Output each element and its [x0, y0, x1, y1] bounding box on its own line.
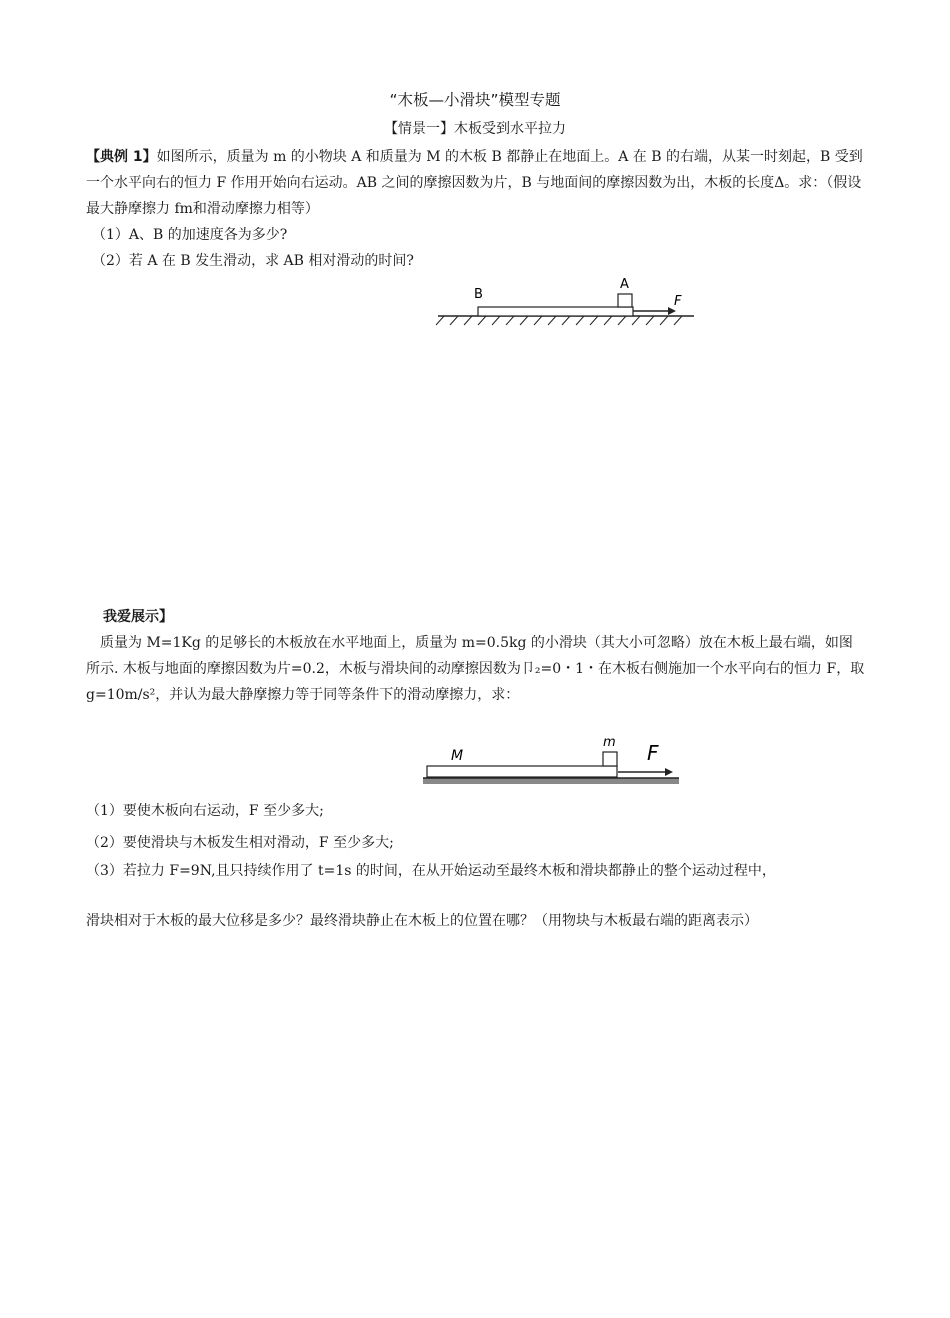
example-1-paragraph [86, 144, 866, 222]
example-1-label: 【典例 1】 [86, 149, 157, 165]
label-a: A [620, 277, 629, 292]
section-heading-scenario-1: 【情景一】木板受到水平拉力 [384, 121, 566, 137]
force-arrow-head-2 [665, 768, 673, 776]
problem-2-question-3b: 滑块相对于木板的最大位移是多少？最终滑块静止在木板上的位置在哪？（用物块与木板最右端的距离表示） [86, 913, 758, 929]
page-title: “木板—小滑块”模型专题 [389, 91, 561, 109]
figure-board-block-2 [415, 732, 695, 790]
problem-2-question-1: （1）要使木板向右运动，F 至少多大; [86, 803, 324, 819]
problem-2-paragraph: 质量为 M=1Kg 的足够长的木板放在水平地面上，质量为 m=0.5kg 的小滑块（其大小可忽略）放在木板上最右端，如图所示. 木板与地面的摩擦因数为片=0.2，木板与滑块间的动摩擦因数为卩₂=0・1・在木板右侧施加一个水平向右的恒力 F，取 g=10m/s²，并认为最大静摩擦力等于同等条件下的滑动摩擦力，求： [86, 635, 865, 703]
example-1-text: 如图所示，质量为 m 的小物块 A 和质量为 M 的木板 B 都静止在地面上。A 在 B 的右端，从某一时刻起，B 受到一个水平向右的恒力 F 作用开始向右运动。AB 之间的摩擦因数为片，B 与地面间的摩擦因数为出，木板的长度Δ。求：（假设最大静摩擦力 fm和滑动摩擦力相等） [86, 149, 863, 217]
problem-2-question-3a: （3）若拉力 F=9N,且只持续作用了 t=1s 的时间，在从开始运动至最终木板和滑块都静止的整个运动过程中， [86, 863, 776, 879]
label-board-m: M [451, 748, 464, 764]
section-heading-show: 我爱展示】 [103, 609, 173, 625]
example-1-question-2: （2）若 A 在 B 发生滑动，求 AB 相对滑动的时间? [92, 253, 414, 269]
board-m [427, 766, 617, 777]
ground-hatching [436, 316, 682, 325]
block-m [603, 752, 617, 766]
board-b [478, 307, 633, 316]
label-force: F [647, 741, 659, 765]
block-a [618, 294, 632, 307]
problem-2-question-2: （2）要使滑块与木板发生相对滑动，F 至少多大; [86, 835, 394, 851]
ground-shading [423, 778, 679, 784]
example-1-question-1: （1）A、B 的加速度各为多少? [92, 227, 288, 243]
figure-board-block-1 [430, 272, 710, 332]
label-block-m: m [603, 735, 616, 750]
label-b: B [474, 287, 483, 302]
label-f: F [674, 294, 682, 309]
